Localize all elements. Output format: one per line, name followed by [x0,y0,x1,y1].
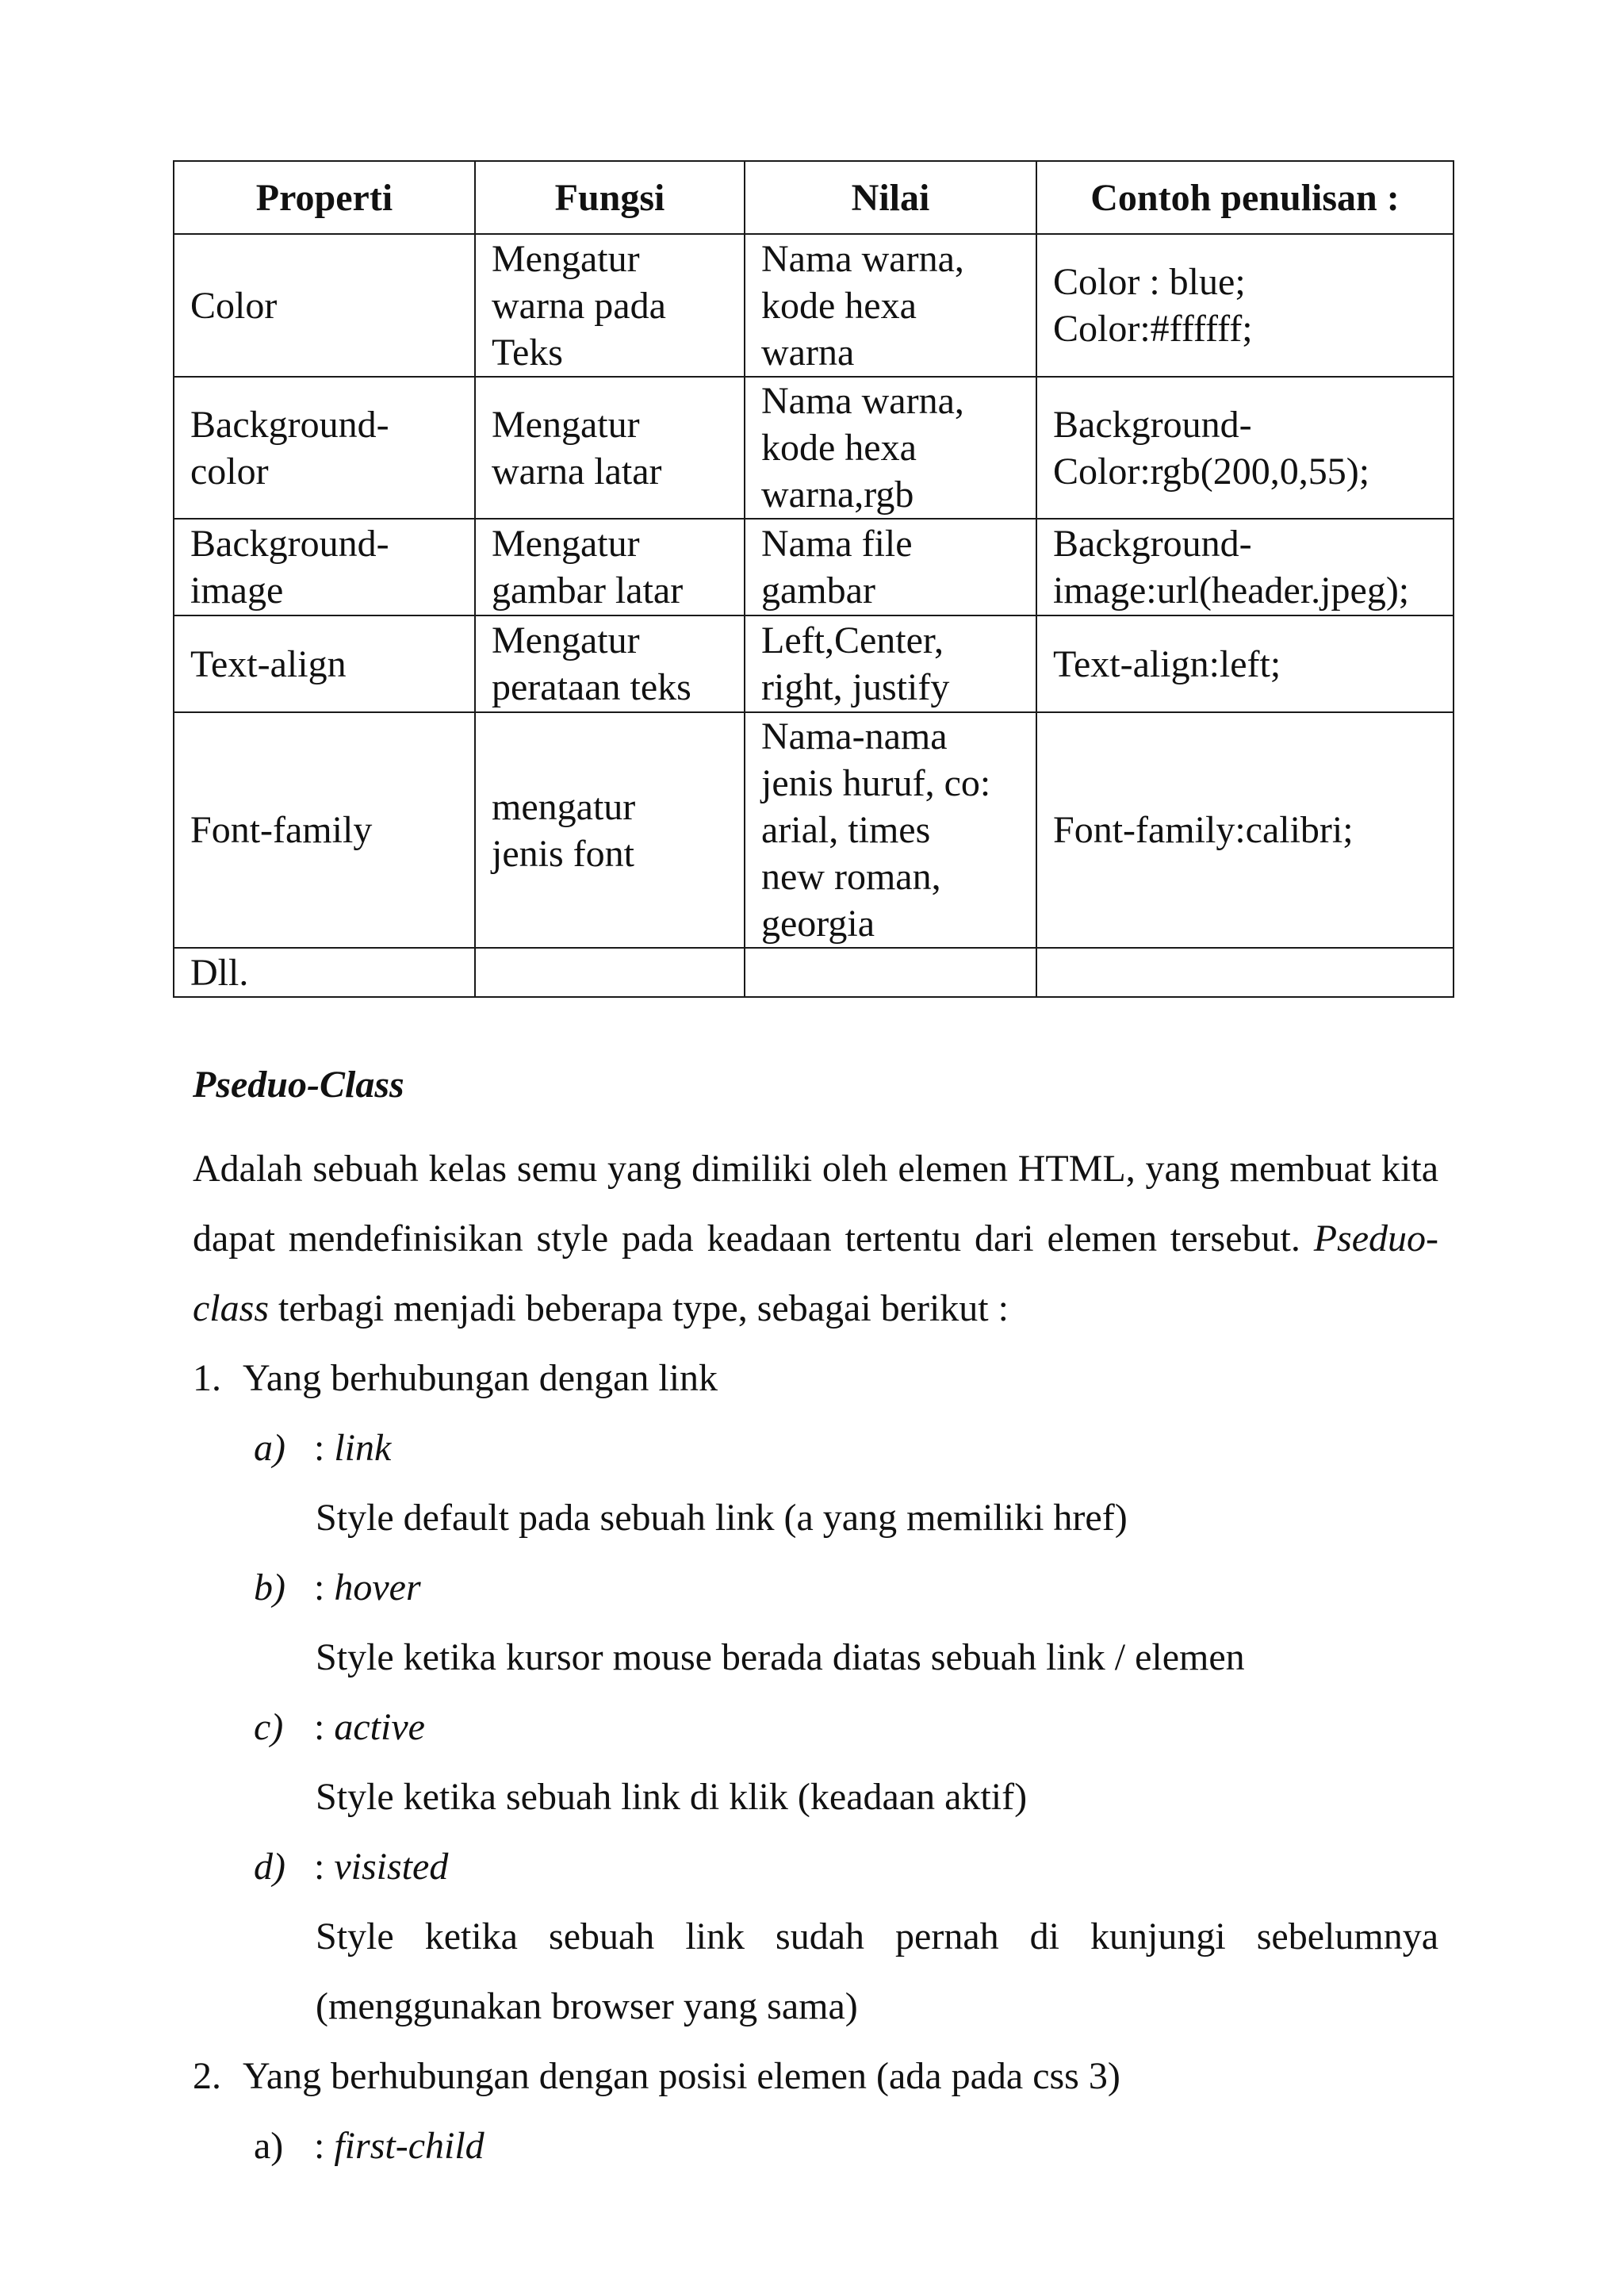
list-item-text: Yang berhubungan dengan posisi elemen (ada pada css 3) [243,2055,1120,2097]
selector-prefix: : [314,1566,335,1609]
cell-nilai: Nama-nama jenis huruf, co: arial, times new roman, georgia [745,712,1036,948]
intro-term: Pseduo-class [193,1217,1438,1329]
sub-item-description: Style ketika sebuah link di klik (keadaan aktif) [316,1776,1028,1818]
cell-properti: Background- color [174,377,475,519]
sub-item-letter: c) [254,1706,284,1748]
cell-contoh: Background- Color:rgb(200,0,55); [1036,377,1454,519]
header-properti: Properti [174,161,475,234]
selector-name: hover [334,1566,421,1609]
cell-fungsi: Mengatur perataan teks [475,615,745,712]
selector-prefix: : [314,1846,335,1888]
cell-contoh: Font-family:calibri; [1036,712,1454,948]
selector-name: first-child [334,2125,485,2167]
cell-contoh [1036,948,1454,997]
cell-properti: Dll. [174,948,475,997]
intro-text-part1: Adalah sebuah kelas semu yang dimiliki oleh elemen HTML, yang membuat kita dapat mendefinisikan style pada keadaan tertentu dari elemen tersebut. [193,1148,1438,1260]
header-nilai: Nilai [745,161,1036,234]
list-number: 1. [193,1357,221,1399]
selector-prefix: : [314,1427,335,1469]
table-row [174,615,1454,712]
cell-properti: Color [174,234,475,377]
sub-item-description: Style ketika kursor mouse berada diatas sebuah link / elemen [316,1636,1245,1678]
cell-fungsi: mengatur jenis font [475,712,745,948]
selector-name: active [334,1706,425,1748]
sub-item-selector [314,1693,425,1762]
table-row [174,519,1454,615]
cell-nilai: Nama warna, kode hexa warna,rgb [745,377,1036,519]
sub-item-letter: a) [254,1427,285,1469]
cell-fungsi: Mengatur warna pada Teks [475,234,745,377]
sub-item-selector [314,1413,391,1483]
cell-contoh: Background- image:url(header.jpeg); [1036,519,1454,615]
cell-properti: Background- image [174,519,475,615]
table-row [174,948,1454,997]
sub-item-selector [314,1553,421,1623]
sub-item-selector [314,2111,485,2181]
intro-paragraph [193,1134,1438,1344]
table-header-row [174,161,1454,234]
cell-nilai: Nama warna, kode hexa warna [745,234,1036,377]
sub-item-selector [314,1832,448,1902]
sub-item-description-continued: (menggunakan browser yang sama) [316,1985,858,2027]
table-row [174,377,1454,519]
cell-nilai [745,948,1036,997]
cell-fungsi [475,948,745,997]
sub-item-description: Style ketika sebuah link sudah pernah di kunjungi sebelumnya [316,1915,1438,1957]
selector-name: visisted [334,1846,449,1888]
list-item-text: Yang berhubungan dengan link [243,1357,718,1399]
sub-item-description: Style default pada sebuah link (a yang memiliki href) [316,1497,1128,1539]
header-contoh: Contoh penulisan : [1036,161,1454,234]
list-number: 2. [193,2055,221,2097]
intro-text-part2: terbagi menjadi beberapa type, sebagai berikut : [278,1287,1009,1329]
sub-item-letter: d) [254,1846,285,1888]
section-heading: Pseduo-Class [193,1064,404,1106]
cell-nilai: Nama file gambar [745,519,1036,615]
cell-fungsi: Mengatur gambar latar [475,519,745,615]
selector-name: link [334,1427,392,1469]
header-fungsi: Fungsi [475,161,745,234]
cell-properti: Text-align [174,615,475,712]
table-row [174,712,1454,948]
css-properties-table [173,160,1454,998]
cell-properti: Font-family [174,712,475,948]
cell-contoh: Text-align:left; [1036,615,1454,712]
cell-nilai: Left,Center, right, justify [745,615,1036,712]
sub-item-letter: b) [254,1566,285,1609]
table-row [174,234,1454,377]
cell-fungsi: Mengatur warna latar [475,377,745,519]
selector-prefix: : [314,1706,335,1748]
sub-item-letter: a) [254,2125,284,2167]
cell-contoh: Color : blue; Color:#ffffff; [1036,234,1454,377]
selector-prefix: : [314,2125,335,2167]
